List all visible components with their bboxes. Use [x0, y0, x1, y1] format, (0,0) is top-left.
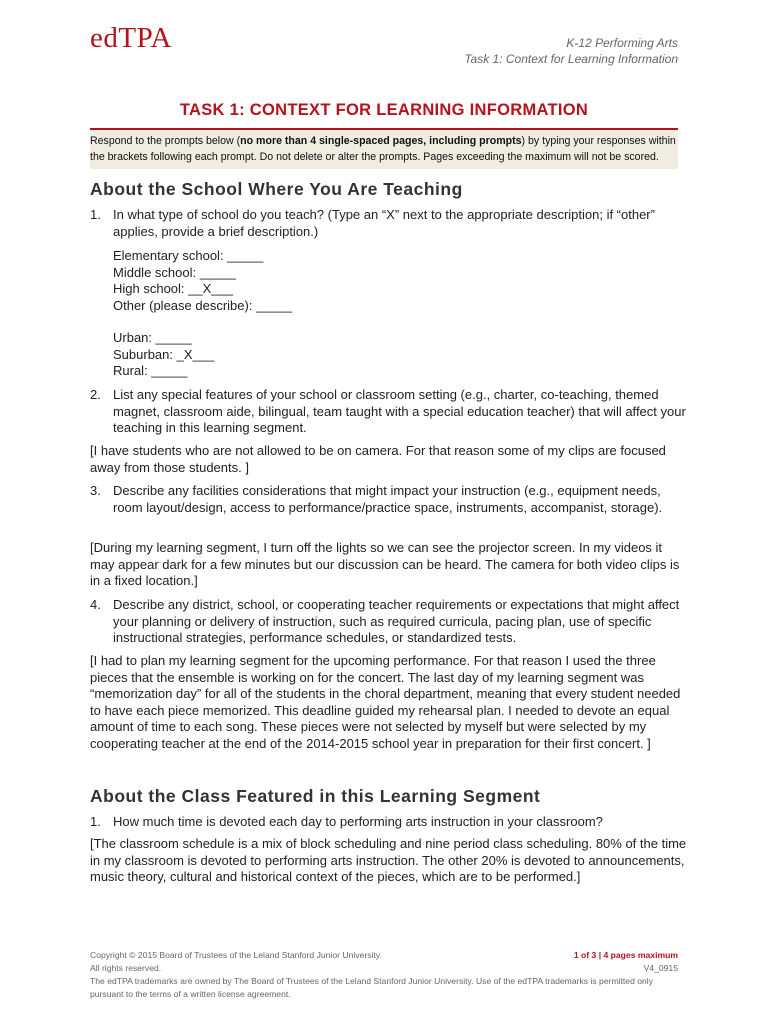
- option-urban[interactable]: Urban: _____: [113, 330, 192, 345]
- question-facilities: [90, 483, 690, 516]
- question-number: 4.: [90, 597, 101, 612]
- section-heading-class: About the Class Featured in this Learning Segment: [90, 786, 541, 806]
- footer-page-info: [574, 949, 678, 974]
- footer-trademark: The edTPA trademarks are owned by The Board of Trustees of the Leland Stanford Junior University. Use of the edTPA trademarks is permitted only pursuant to the terms of a written license agreement.: [90, 976, 654, 999]
- response-facilities[interactable]: [During my learning segment, I turn off the lights so we can see the projector screen. In my videos it may appear dark for a few minutes but our discussion can be heard. The camera for both video clips is in a fixed location.]: [90, 540, 680, 589]
- option-rural[interactable]: Rural: _____: [113, 363, 188, 379]
- school-type-options: [113, 248, 292, 314]
- question-text: Describe any district, school, or cooperating teacher requirements or expectations that might affect your planning or delivery of instruction, such as required curricula, pacing plan, use of specific instructional strategies, performance schedules, or standardized tests.: [113, 597, 680, 646]
- page-header: [464, 35, 678, 67]
- question-time-devoted: [90, 814, 690, 831]
- header-task-subtitle: Task 1: Context for Learning Information: [464, 52, 678, 66]
- instructions-text-2: ) by typing your responses within the brackets following each prompt. Do not delete or alter the prompts. Pages exceeding the maximum will not be scored.: [90, 135, 676, 163]
- option-suburban[interactable]: Suburban: _X___: [113, 346, 215, 362]
- edtpa-logo: edTPA: [90, 22, 172, 54]
- question-text: List any special features of your school or classroom setting (e.g., charter, co-teaching, themed magnet, classroom aide, bilingual, team taught with a special education teacher) that will affect your teaching in this learning segment.: [113, 387, 686, 436]
- copyright-line: Copyright © 2015 Board of Trustees of the Leland Stanford Junior University.: [90, 950, 382, 960]
- instructions-box: [90, 128, 678, 169]
- question-text: How much time is devoted each day to performing arts instruction in your classroom?: [113, 814, 603, 829]
- response-special-features[interactable]: [I have students who are not allowed to be on camera. For that reason some of my clips are focused away from those students. ]: [90, 443, 666, 475]
- option-middle[interactable]: Middle school: _____: [113, 264, 236, 280]
- instructions-text-1: Respond to the prompts below (: [90, 135, 241, 147]
- question-school-type: [90, 207, 690, 240]
- question-number: 1.: [90, 207, 101, 222]
- page-title: TASK 1: CONTEXT FOR LEARNING INFORMATION: [179, 101, 589, 119]
- header-subject: K-12 Performing Arts: [566, 36, 678, 50]
- option-elementary[interactable]: Elementary school: _____: [113, 248, 264, 263]
- setting-options: [113, 330, 214, 380]
- question-number: 3.: [90, 483, 101, 498]
- response-requirements[interactable]: [I had to plan my learning segment for the upcoming performance. For that reason I used the three pieces that the ensemble is working on for the concert. The last day of my learning segment was “memorization day” for all of the students in the choral department, meaning that every student needed to have each piece memorized. This deadline guided my rehearsal plan. I needed to devote an equal amount of time to each song. These pieces were not selected by myself but were selected by my cooperating teacher at the end of the 2014-2015 school year in preparation for their first concert. ]: [90, 653, 681, 751]
- page-number: 1 of 3 | 4 pages maximum: [573, 950, 678, 960]
- question-text: In what type of school do you teach? (Type an “X” next to the appropriate description; if “other” applies, provide a brief description.): [113, 207, 655, 239]
- option-other[interactable]: Other (please describe): _____: [113, 297, 293, 313]
- response-time-devoted[interactable]: [The classroom schedule is a mix of block scheduling and nine period class scheduling. 80% of the time in my classroom is devoted to performing arts instruction. The other 20% is devoted to announcements, music theory, cultural and historical context of the pieces, which are to be performed.]: [90, 836, 687, 885]
- section-heading-school: About the School Where You Are Teaching: [90, 179, 463, 199]
- option-high[interactable]: High school: __X___: [113, 281, 233, 297]
- rights-line: All rights reserved.: [90, 962, 162, 973]
- question-number: 1.: [90, 814, 101, 829]
- question-text: Describe any facilities considerations that might impact your instruction (e.g., equipment needs, room layout/design, access to performance/practice space, instruments, accompanist, storage).: [113, 483, 663, 515]
- question-special-features: [90, 387, 690, 437]
- version-label: V4_0915: [643, 962, 678, 973]
- footer-copyright: [90, 949, 382, 974]
- question-number: 2.: [90, 387, 101, 402]
- question-requirements: [90, 597, 690, 647]
- instructions-bold: no more than 4 single-spaced pages, including prompts: [240, 135, 522, 147]
